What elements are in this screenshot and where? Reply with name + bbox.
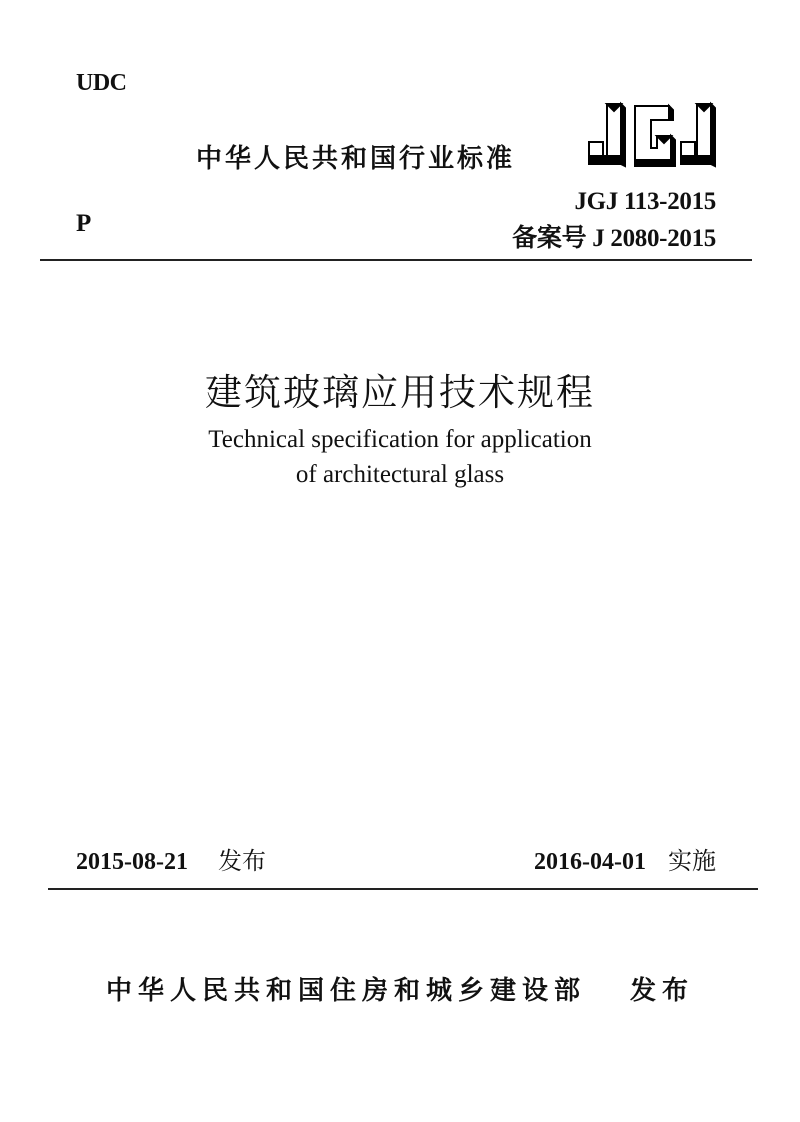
publisher-line [0, 970, 800, 1007]
document-title-chinese: 建筑玻璃应用技术规程 [205, 373, 595, 414]
jgj-logo-graphic [585, 100, 725, 170]
top-divider [40, 259, 752, 261]
document-title-english-line1: Technical specification for application [208, 426, 592, 453]
udc-label: UDC [76, 70, 127, 96]
publisher-name: 中华人民共和国住房和城乡建设部 [105, 976, 586, 1006]
issue-date: 2015-08-21 [76, 849, 188, 875]
document-title-english-line2: of architectural glass [295, 461, 505, 488]
issue-label: 发布 [217, 847, 266, 875]
classification-code: P [76, 210, 92, 237]
bottom-divider [48, 888, 758, 890]
standard-number: JGJ 113-2015 [574, 188, 716, 215]
implementation-date: 2016-04-01 [534, 849, 646, 875]
issue-date-block [76, 841, 266, 876]
filing-number: 备案号 J 2080-2015 [512, 225, 716, 252]
implementation-date-block [534, 841, 716, 876]
industry-standard-heading: 中华人民共和国行业标准 [196, 144, 516, 174]
implementation-label: 实施 [668, 847, 716, 875]
publish-label: 发布 [630, 976, 695, 1006]
jgj-logo-icon [585, 100, 725, 170]
